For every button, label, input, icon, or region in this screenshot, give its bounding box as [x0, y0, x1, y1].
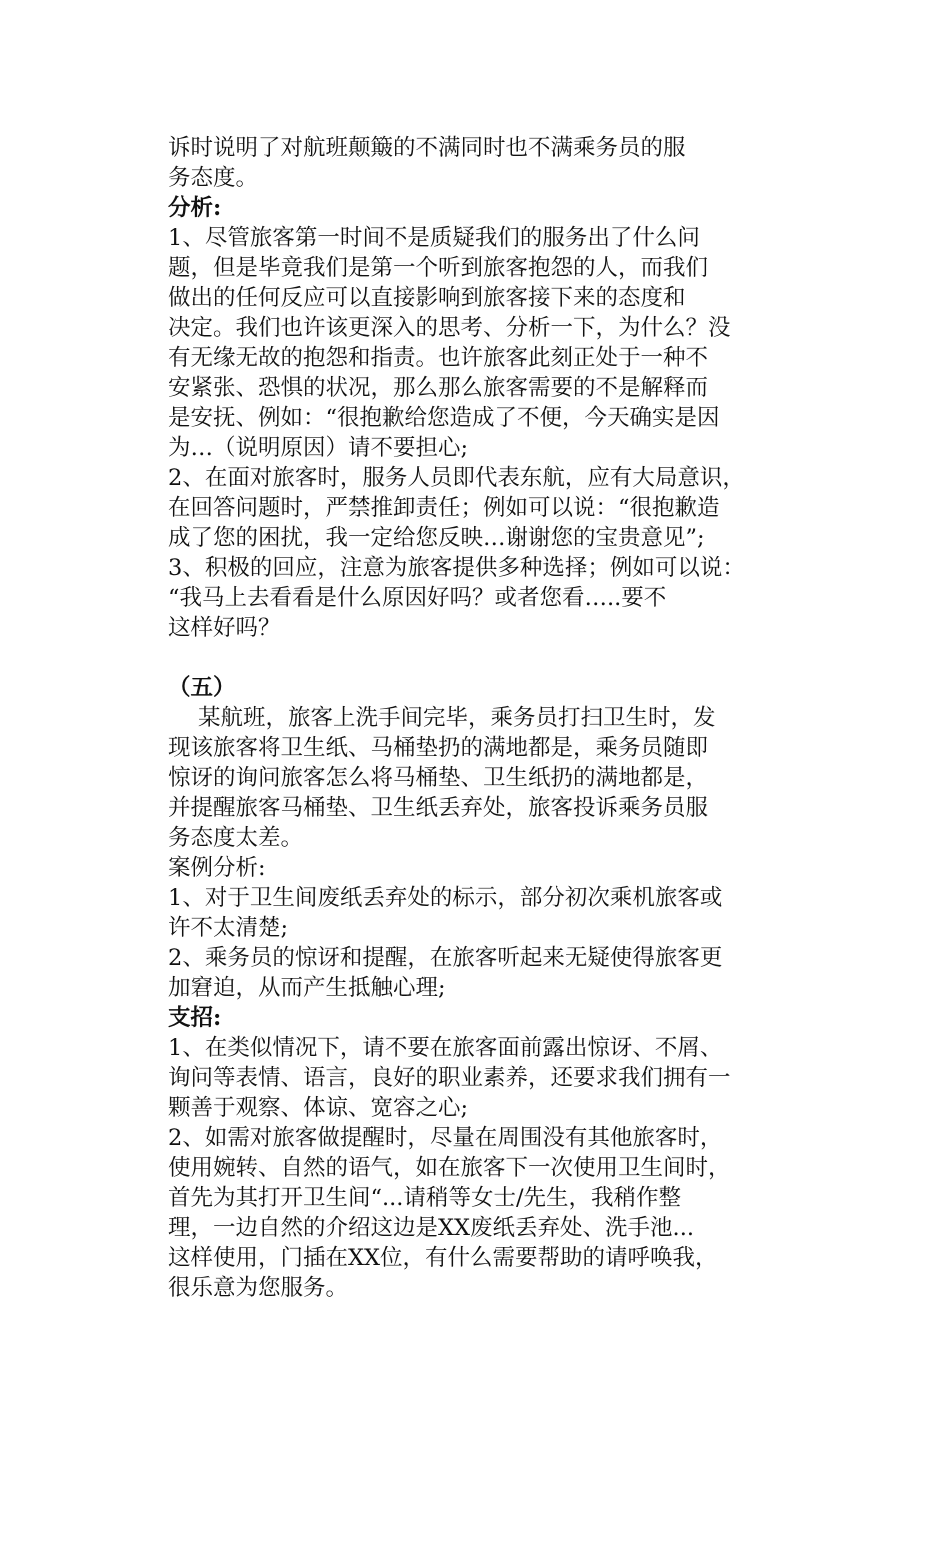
- case-analysis-line: 2、乘务员的惊讶和提醒，在旅客听起来无疑使得旅客更: [168, 945, 723, 971]
- case-line: 务态度太差。: [168, 825, 304, 851]
- case-analysis-line: 加窘迫，从而产生抵触心理;: [168, 975, 446, 1001]
- analysis-line: 为…（说明原因）请不要担心;: [168, 435, 469, 461]
- tips-line: 这样使用，门插在XX位，有什么需要帮助的请呼唤我，: [168, 1245, 718, 1271]
- tips-line: 很乐意为您服务。: [168, 1275, 349, 1301]
- case-line: 惊讶的询问旅客怎么将马桶垫、卫生纸扔的满地都是，: [168, 765, 709, 791]
- tips-line: 使用婉转、自然的语气，如在旅客下一次使用卫生间时，: [168, 1155, 731, 1181]
- tips-line: 颗善于观察、体谅、宽容之心;: [168, 1095, 469, 1121]
- case-analysis-line: 许不太清楚;: [168, 915, 289, 941]
- tips-line: 首先为其打开卫生间“...请稍等女士/先生，我稍作整: [168, 1185, 682, 1211]
- analysis-line: 1、尽管旅客第一时间不是质疑我们的服务出了什么问: [168, 225, 700, 251]
- analysis-line: 在回答问题时，严禁推卸责任；例如可以说：“很抱歉造: [168, 495, 720, 521]
- analysis-line: 安紧张、恐惧的状况，那么那么旅客需要的不是解释而: [168, 375, 709, 401]
- tips-line: 询问等表情、语言，良好的职业素养，还要求我们拥有一: [168, 1065, 731, 1091]
- section-title: （五）: [168, 675, 236, 701]
- tips-heading: 支招:: [168, 1005, 222, 1031]
- analysis-heading: 分析:: [168, 195, 222, 221]
- analysis-line: 这样好吗？: [168, 615, 281, 641]
- analysis-line: 2、在面对旅客时，服务人员即代表东航，应有大局意识，: [168, 465, 745, 491]
- case-analysis-heading: 案例分析:: [168, 855, 266, 881]
- case-line: 现该旅客将卫生纸、马桶垫扔的满地都是，乘务员随即: [168, 735, 709, 761]
- intro-line: 务态度。: [168, 165, 259, 191]
- tips-line: 2、如需对旅客做提醒时，尽量在周围没有其他旅客时，: [168, 1125, 723, 1151]
- analysis-line: 成了您的困扰，我一定给您反映…谢谢您的宝贵意见”;: [168, 525, 705, 551]
- paragraph-spacer: [168, 643, 790, 673]
- analysis-line: 3、积极的回应，注意为旅客提供多种选择；例如可以说：: [168, 555, 745, 581]
- tips-line: 理，一边自然的介绍这边是XX废纸丢弃处、洗手池...: [168, 1215, 694, 1241]
- analysis-line: 决定。我们也许该更深入的思考、分析一下，为什么？没: [168, 315, 731, 341]
- case-line: 并提醒旅客马桶垫、卫生纸丢弃处，旅客投诉乘务员服: [168, 795, 709, 821]
- analysis-line: “我马上去看看是什么原因好吗？或者您看…..要不: [168, 585, 667, 611]
- document-page: [168, 133, 790, 1303]
- case-line: 某航班，旅客上洗手间完毕，乘务员打扫卫生时，发: [198, 705, 716, 731]
- analysis-line: 做出的任何反应可以直接影响到旅客接下来的态度和: [168, 285, 686, 311]
- tips-line: 1、在类似情况下，请不要在旅客面前露出惊讶、不屑、: [168, 1035, 723, 1061]
- analysis-line: 题，但是毕竟我们是第一个听到旅客抱怨的人，而我们: [168, 255, 709, 281]
- case-analysis-line: 1、对于卫生间废纸丢弃处的标示，部分初次乘机旅客或: [168, 885, 723, 911]
- intro-line: 诉时说明了对航班颠簸的不满同时也不满乘务员的服: [168, 135, 686, 161]
- analysis-line: 有无缘无故的抱怨和指责。也许旅客此刻正处于一种不: [168, 345, 709, 371]
- analysis-line: 是安抚、例如：“很抱歉给您造成了不便，今天确实是因: [168, 405, 720, 431]
